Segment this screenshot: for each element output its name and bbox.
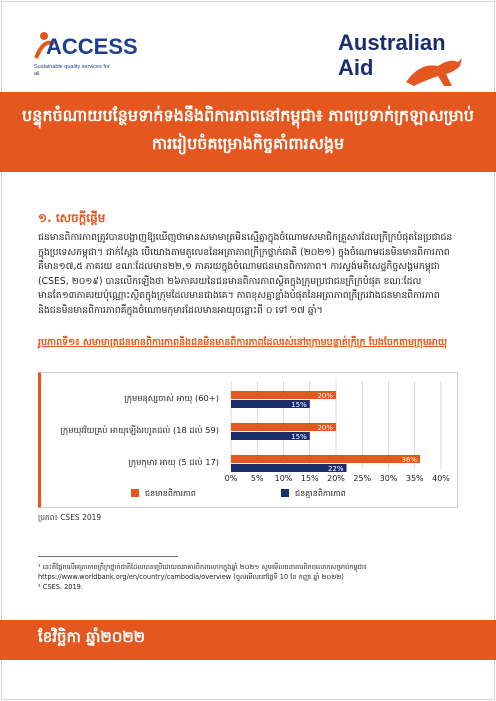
legend-swatch bbox=[131, 489, 139, 497]
footnote-2: ² CSES. 2019. bbox=[38, 583, 83, 591]
legend-label: ជនគ្មានពិការភាព bbox=[295, 489, 346, 498]
x-tick-label: 0% bbox=[224, 474, 238, 483]
x-tick-label: 15% bbox=[300, 474, 319, 483]
category-label: ក្រុមកុមារ អាយុ (5 ដល់ 17) bbox=[128, 457, 219, 467]
x-tick-label: 25% bbox=[353, 474, 372, 483]
footnotes bbox=[38, 562, 468, 592]
data-label: 36% bbox=[401, 455, 417, 464]
access-tagline: Sustainable quality services for all bbox=[34, 64, 110, 77]
category-label: ក្រុមមនុស្សចាស់ អាយុ (60+) bbox=[124, 393, 219, 403]
x-tick-label: 5% bbox=[250, 474, 264, 483]
data-label: 20% bbox=[317, 391, 333, 400]
figure-title: រូបភាពទី១៖ សមាមាត្រជនមានពិការភាពនិងជនមិនមានពិការភាពដែលរស់នៅក្រោមបន្ទាត់ក្រីក្រ បែងចែកតាមក្រុមអាយុ bbox=[38, 337, 448, 348]
x-tick-label: 40% bbox=[432, 474, 450, 483]
footer-band bbox=[0, 620, 496, 660]
kangaroo-icon bbox=[400, 52, 470, 92]
footnote-divider bbox=[38, 556, 178, 557]
data-label: 20% bbox=[317, 423, 333, 432]
aid-logo-line2: Aid bbox=[338, 55, 374, 80]
australian-aid-logo bbox=[338, 30, 478, 86]
page-title: បន្ទុកចំណាយបន្ថែមទាក់ទងនឹងពិការភាពនៅកម្ពុជា៖ ភាពប្រទាក់ក្រឡាសម្រាប់ការរៀបចំគម្រោងកិច្ចគាំពារសង្គម bbox=[22, 106, 474, 153]
legend-label: ជនមានពិការភាព bbox=[145, 489, 196, 498]
footnote-1: ¹ នេះគឺផ្អែកលើអត្រាភាពក្រីក្រថ្នាក់ជាតិដែលបានប្រើដោយធនាគារពិភពលោកក្នុងឆ្នាំ ២០២១ សូមមើលធនាគារពិភពលោកសម្រាប់កម្ពុជា៖ bbox=[38, 563, 367, 571]
section-heading: ១. សេចក្ដីផ្ដើម bbox=[38, 211, 106, 225]
bar bbox=[231, 455, 420, 463]
access-logo bbox=[32, 30, 142, 80]
category-label: ក្រុមយុវវ័យគ្រប់ អាយុឡើងរហូតដល់ (18 ដល់ 59) bbox=[60, 425, 219, 435]
x-tick-label: 30% bbox=[379, 474, 398, 483]
bar-chart bbox=[41, 373, 458, 507]
legend-swatch bbox=[281, 489, 289, 497]
title-band bbox=[0, 92, 496, 172]
data-label: 22% bbox=[327, 464, 344, 473]
x-tick-label: 20% bbox=[327, 474, 345, 483]
data-label: 15% bbox=[291, 432, 307, 441]
x-tick-label: 10% bbox=[274, 474, 293, 483]
x-tick-label: 35% bbox=[405, 474, 424, 483]
footer-date: ខែវិច្ឆិកា ឆ្នាំ២០២២ bbox=[38, 628, 146, 646]
figure-source: ប្រភព៖ CSES 2019 bbox=[38, 513, 102, 522]
aid-logo-line1: Australian bbox=[338, 30, 446, 55]
data-label: 15% bbox=[291, 400, 307, 409]
intro-paragraph: ជនមានពិការភាពត្រូវបានបង្ហាញឱ្យឃើញថាមានសមាមាត្រមិនស្មើគ្នាក្នុងចំណោមសមាជិកគ្រួសារដែលក្រីក្របំផុតនៃប្រជាជនក្នុងប្រទេសកម្ពុជា។ ជាក់ស្តែង បើយោងតាមតួលេខនៃអត្រាភាពក្រីក្រថ្នាក់ជាតិ (២០២១) ក្នុងចំណោមជនមិនមានពិការភាព គឺមាន១៧,៥ ភាគរយ ខណៈដែលមាន២២,១ ភាគរយក្នុងចំណោមជនមានពិការភាព។ ការស្ទង់មតិសេដ្ឋកិច្ចសង្គមកម្ពុជា (CSES, ២០១៩) បានលើកឡើងថា ២៦ភាគរយនៃជនមានពិការភាពស្ថិតក្នុងក្រុមប្រជាជនក្រីក្របំផុត ខណៈដែលមានតែ១៣ភាគរយប៉ុណ្ណោះស្ថិតក្នុងក្រុមដែលមានជាងគេ។ ភាពខុសគ្នាខ្លាំងបំផុតនៃអត្រាភាពក្រីក្ររវាងជនមានពិការភាព និងជនមិនមានពិការភាពគឺក្នុងចំណោមកុមារដែលមានអាយុចន្លោះពី ០ ទៅ ១៧ ឆ្នាំ។ bbox=[38, 232, 453, 316]
footnote-url[interactable]: https://www.worldbank.org/en/country/cambodia/overview (ចូលមើលនៅថ្ងៃទី 10 ខែ កញ្ញា ឆ្នាំ ២០២២) bbox=[38, 573, 344, 581]
access-logo-text: ACCESS bbox=[46, 34, 138, 59]
chart-container bbox=[38, 372, 458, 508]
